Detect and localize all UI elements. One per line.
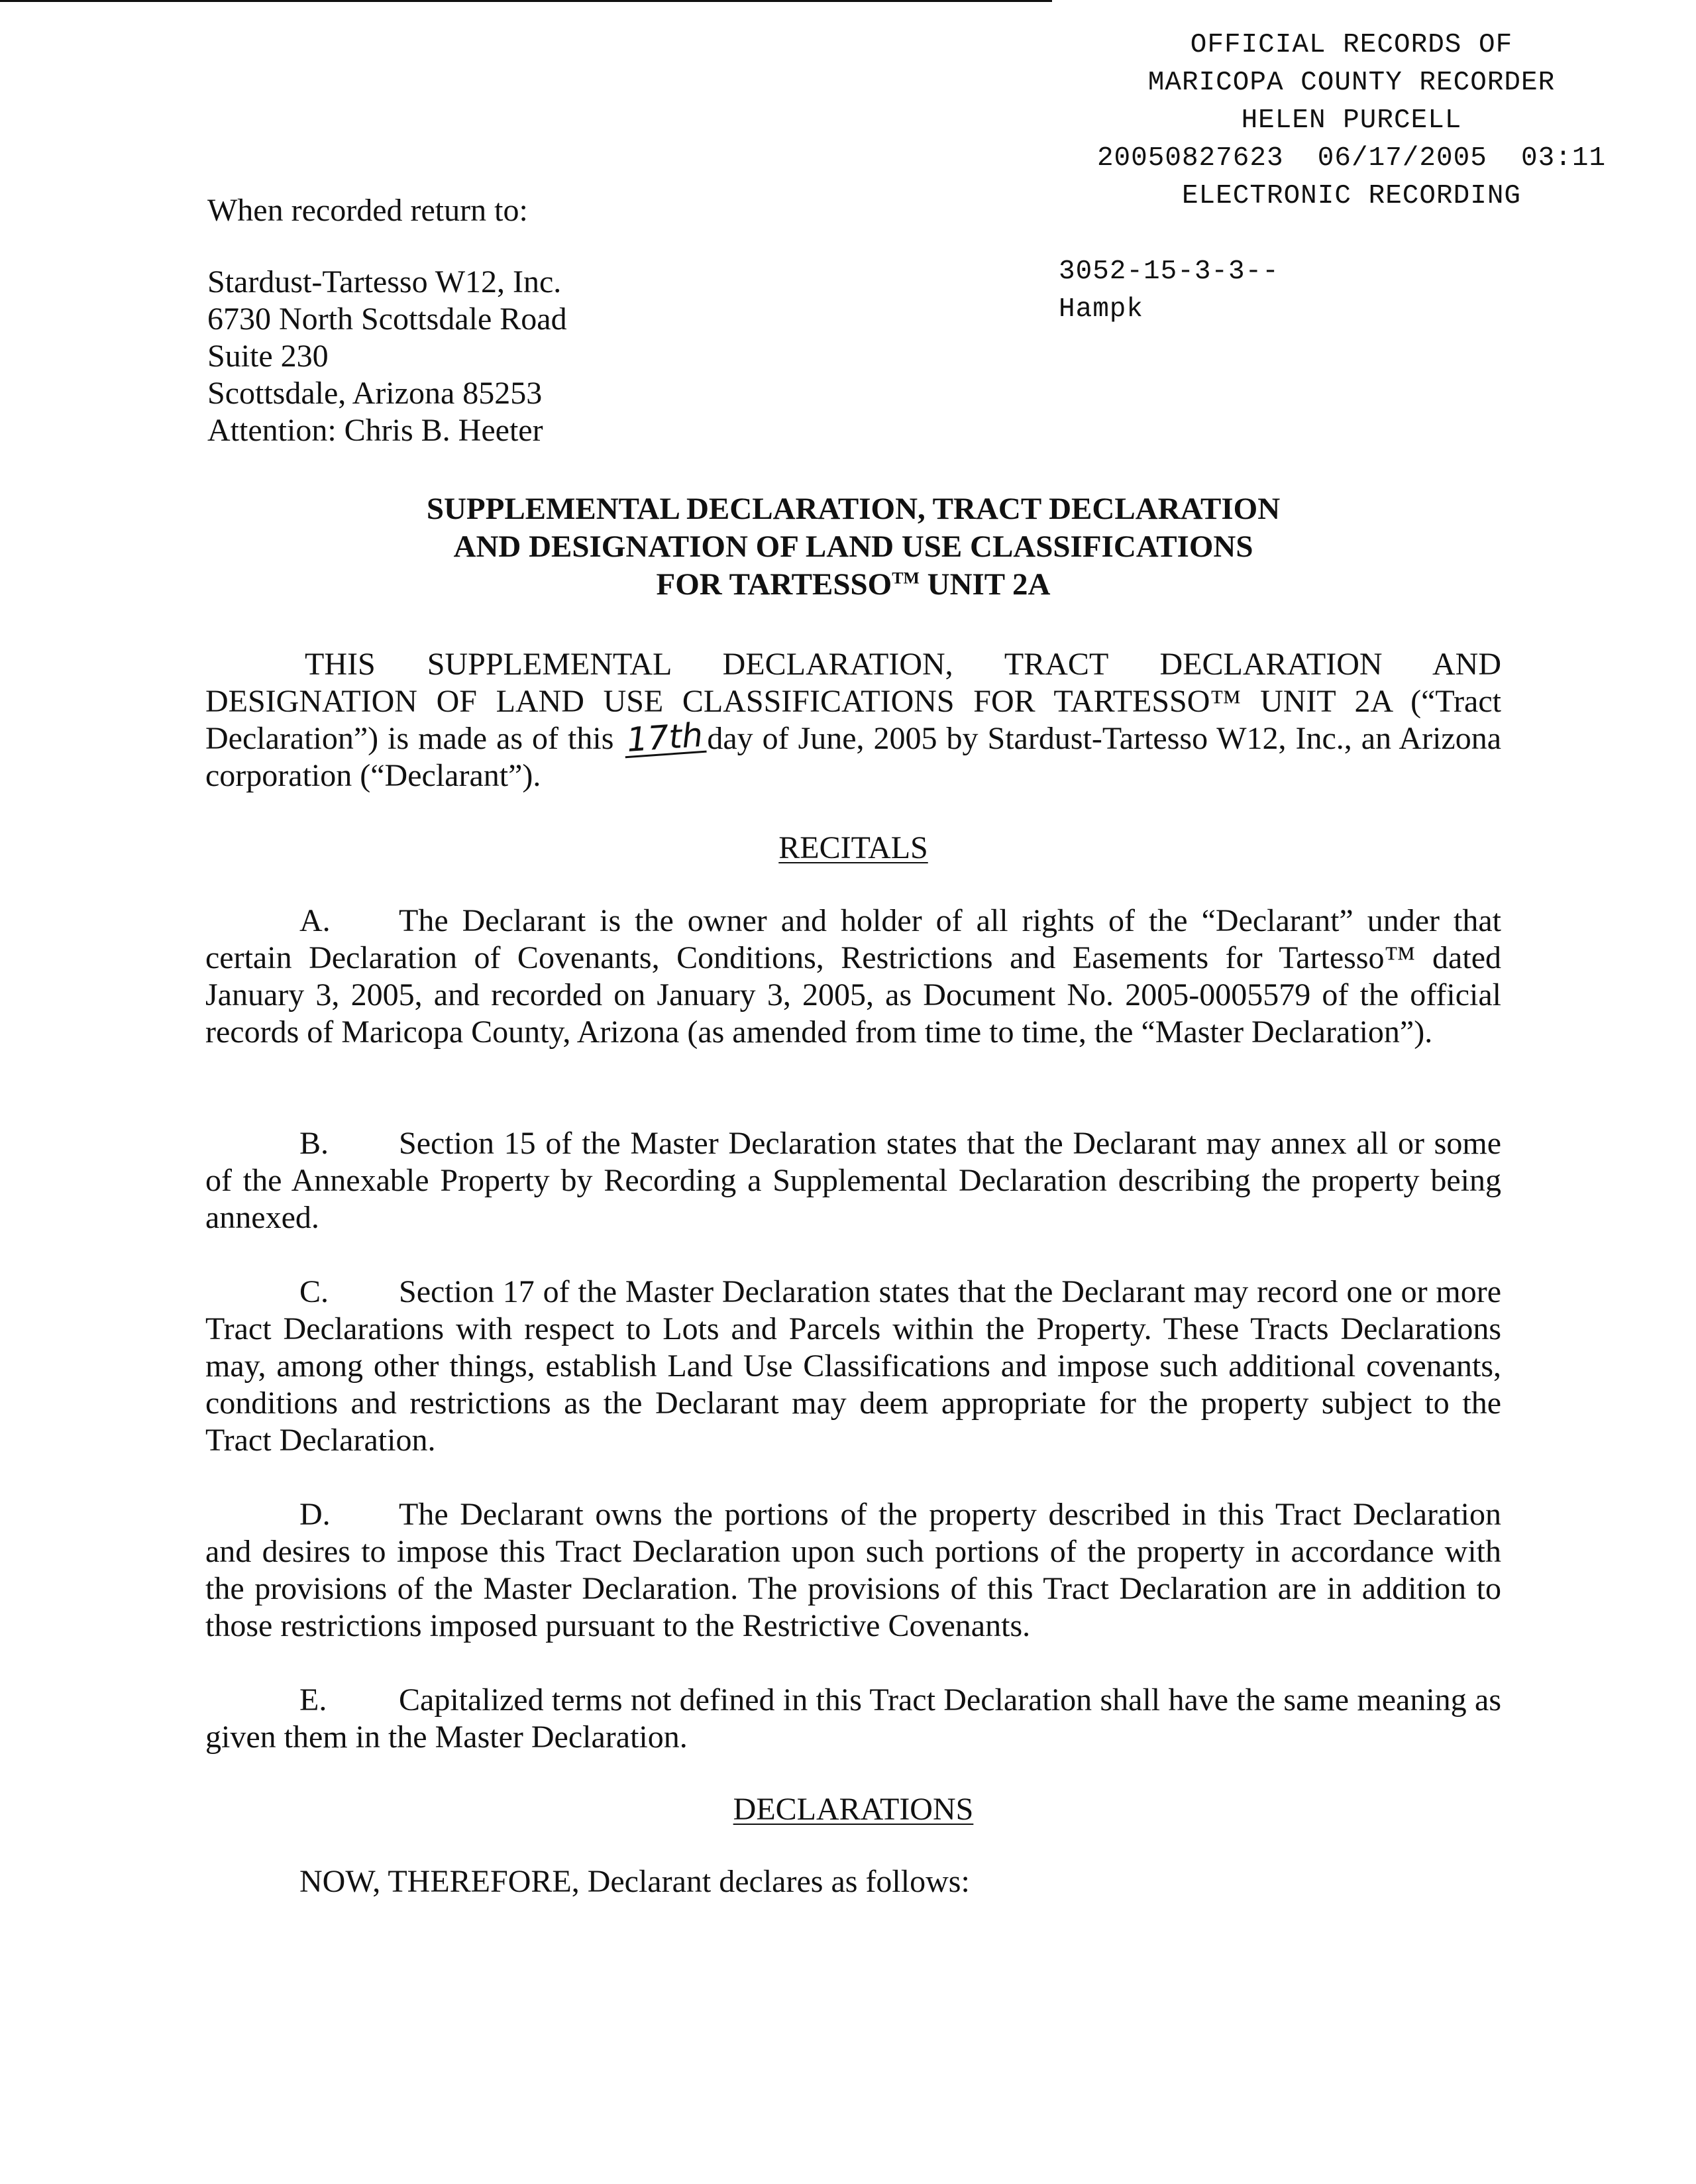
address-line: Attention: Chris B. Heeter	[207, 413, 543, 448]
intro-line-3-post: day of June, 2005 by Stardust-Tartesso W12, Inc., an Arizona	[707, 721, 1502, 756]
recital-text: Capitalized terms not defined in this Tract Declaration shall have the same meaning as given them in the Master Declaration.	[205, 1682, 1501, 1755]
intro-line-1: THIS SUPPLEMENTAL DECLARATION, TRACT DECLARATION AND	[305, 647, 1501, 682]
document-title	[207, 490, 1499, 604]
top-border-line	[0, 0, 1052, 2]
title-line-1: SUPPLEMENTAL DECLARATION, TRACT DECLARATION	[426, 492, 1281, 526]
stamp-line-4: 20050827623 06/17/2005 03:11	[1096, 143, 1607, 174]
title-line-3-post: UNIT 2A	[919, 567, 1051, 602]
record-ref-line-1: 3052-15-3-3--	[1059, 256, 1279, 287]
recital-c	[205, 1274, 1501, 1459]
closing-text: NOW, THEREFORE, Declarant declares as follows:	[299, 1864, 970, 1899]
intro-line-3	[205, 716, 1502, 759]
return-address-block	[207, 264, 567, 449]
intro-line-2: DESIGNATION OF LAND USE CLASSIFICATIONS FOR TARTESSO™ UNIT 2A (“Tract	[205, 684, 1501, 719]
recitals-heading	[207, 830, 1499, 867]
intro-line-4: corporation (“Declarant”).	[205, 758, 541, 793]
address-line: Stardust-Tartesso W12, Inc.	[207, 264, 562, 300]
address-line: Suite 230	[207, 339, 329, 374]
title-line-3	[207, 566, 1499, 604]
title-line-3-pre: FOR TARTESSO	[656, 567, 892, 602]
closing-statement	[205, 1863, 1501, 1900]
recording-stamp	[1034, 27, 1670, 215]
recital-d	[205, 1496, 1501, 1645]
trademark-mark: TM	[892, 568, 920, 588]
recital-letter: D.	[299, 1497, 331, 1532]
return-to-label: When recorded return to:	[207, 193, 528, 228]
declarations-heading	[207, 1791, 1499, 1828]
stamp-line-2: MARICOPA COUNTY RECORDER	[1147, 68, 1556, 98]
recital-text: The Declarant is the owner and holder of all rights of the “Declarant” under that certain Declaration of Covenants, Conditions, Restrictions and Easements for Tartesso™ dated January 3, 2005, and recorded on January 3, 2005, as Document No. 2005-0005579 of the official records of Maricopa County, Arizona (as amended from time to time, the “Master Declaration”).	[205, 903, 1501, 1050]
recital-text: Section 15 of the Master Declaration states that the Declarant may annex all or some of the Annexable Property by Recording a Supplemental Declaration describing the property being annexed.	[205, 1126, 1501, 1235]
address-line: 6730 North Scottsdale Road	[207, 301, 567, 337]
recital-letter: C.	[299, 1274, 329, 1309]
title-line-2: AND DESIGNATION OF LAND USE CLASSIFICATIONS	[453, 529, 1253, 564]
stamp-line-5: ELECTRONIC RECORDING	[1181, 181, 1522, 211]
intro-line-3-pre: Declaration”) is made as of this	[205, 721, 614, 756]
recital-text: The Declarant owns the portions of the property described in this Tract Declaration and desires to impose this Tract Declaration upon such portions of the property in accordance with the provisions of the Master Declaration. The provisions of this Tract Declaration are in addition to those restrictions imposed pursuant to the Restrictive Covenants.	[205, 1497, 1501, 1643]
recital-letter: A.	[299, 903, 331, 938]
record-ref-line-2: Hampk	[1059, 294, 1144, 325]
recital-letter: B.	[299, 1126, 329, 1161]
record-reference	[1059, 253, 1279, 329]
declarations-heading-text: DECLARATIONS	[733, 1792, 974, 1827]
recital-a	[205, 902, 1501, 1051]
address-line: Scottsdale, Arizona 85253	[207, 376, 543, 411]
recital-text: Section 17 of the Master Declaration states that the Declarant may record one or more Tract Declarations with respect to Lots and Parcels within the Property. These Tracts Declarations may, among other things, establish Land Use Classifications and impose such additional covenants, conditions and restrictions as the Declarant may deem appropriate for the property subject to the Tract Declaration.	[205, 1274, 1501, 1458]
recital-b	[205, 1125, 1501, 1236]
handwritten-day: 17th	[623, 719, 707, 758]
stamp-line-1: OFFICIAL RECORDS OF	[1190, 30, 1513, 60]
stamp-line-3: HELEN PURCELL	[1241, 105, 1462, 136]
recital-letter: E.	[299, 1682, 327, 1718]
recitals-heading-text: RECITALS	[778, 830, 928, 865]
recital-e	[205, 1682, 1501, 1756]
